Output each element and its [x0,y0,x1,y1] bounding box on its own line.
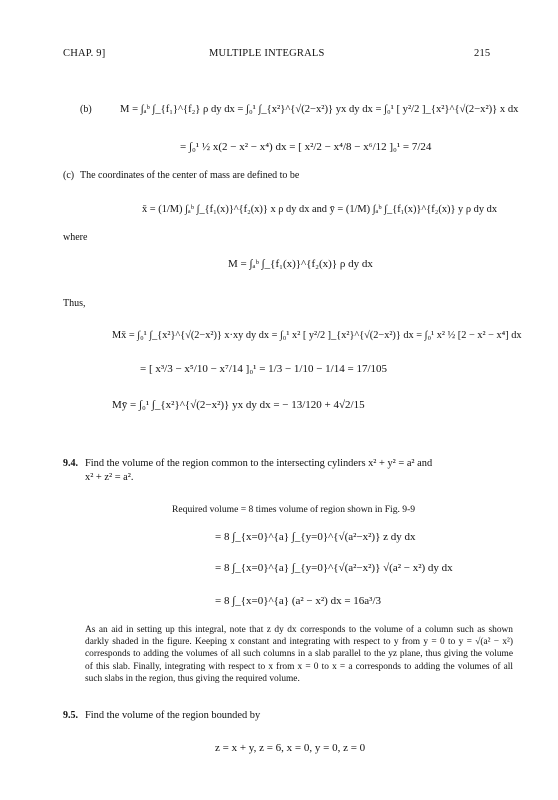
my-bar-integral: Mȳ = ∫₀¹ ∫_{x²}^{√(2−x²)} yx dy dx = − 13/120 + 4√2/15 [112,399,365,411]
mass-definition: M = ∫ₐᵇ ∫_{f₁(x)}^{f₂(x)} ρ dy dx [228,258,373,270]
volume-step-3: = 8 ∫_{x=0}^{a} (a² − x²) dx = 16a³/3 [215,595,382,607]
page-number: 215 [474,48,491,59]
volume-step-2: = 8 ∫_{x=0}^{a} ∫_{y=0}^{√(a²−x²)} √(a² − x²) dy dx [215,562,453,574]
part-c-label: (c) [63,170,75,181]
volume-explanation: As an aid in setting up this integral, note that z dy dx corresponds to the volume of a column such as shown darkly shaded in the figure. Keeping x constant and integrating with respect to y from y = 0 to y = √(a² − x²) corresponds to adding the volumes of all such columns in a slab parallel to the yz plane, thus giving the volume of this slab. Finally, integrating with respect to x from x = 0 to x = a corresponds to adding the volumes of all such slabs in the region, thus giving the required volume. [85,625,513,684]
problem-9-4-statement: Find the volume of the region common to the intersecting cylinders x² + y² = a² and [85,458,433,469]
part-b-label: (b) [80,104,92,115]
problem-9-4-statement-cont: x² + z² = a². [85,472,134,483]
part-c-intro: The coordinates of the center of mass are defined to be [80,170,300,181]
problem-9-5-equation: z = x + y, z = 6, x = 0, y = 0, z = 0 [215,742,366,754]
problem-9-4-number: 9.4. [63,458,78,469]
required-volume-text: Required volume = 8 times volume of region shown in Fig. 9-9 [172,504,416,515]
problem-9-5-statement: Find the volume of the region bounded by [85,710,261,721]
part-b-mass-integral: M = ∫ₐᵇ ∫_{f₁}^{f₂} ρ dy dx = ∫₀¹ ∫_{x²}^{√(2−x²)} yx dy dx = ∫₀¹ [ y²/2 ]_{x²}^{√(2−x²)} x dx [120,104,519,115]
part-b-mass-result: = ∫₀¹ ½ x(2 − x² − x⁴) dx = [ x²/2 − x⁴/8 − x⁶/12 ]₀¹ = 7/24 [180,141,432,153]
center-of-mass-formula: x̄ = (1/M) ∫ₐᵇ ∫_{f₁(x)}^{f₂(x)} x ρ dy dx and ȳ = (1/M) ∫ₐᵇ ∫_{f₁(x)}^{f₂(x)} y ρ dy dx [142,204,498,215]
thus-text: Thus, [63,298,86,309]
volume-step-1: = 8 ∫_{x=0}^{a} ∫_{y=0}^{√(a²−x²)} z dy dx [215,531,416,543]
problem-9-5-number: 9.5. [63,710,78,721]
running-title: MULTIPLE INTEGRALS [209,48,325,59]
mx-bar-integral: Mx̄ = ∫₀¹ ∫_{x²}^{√(2−x²)} x·xy dy dx = ∫₀¹ x² [ y²/2 ]_{x²}^{√(2−x²)} dx = ∫₀¹ x² ½ [2 − x² − x⁴] dx [112,330,522,341]
chapter-label: CHAP. 9] [63,48,106,59]
where-text: where [63,232,88,243]
mx-bar-result: = [ x³/3 − x⁵/10 − x⁷/14 ]₀¹ = 1/3 − 1/10 − 1/14 = 17/105 [140,363,387,375]
